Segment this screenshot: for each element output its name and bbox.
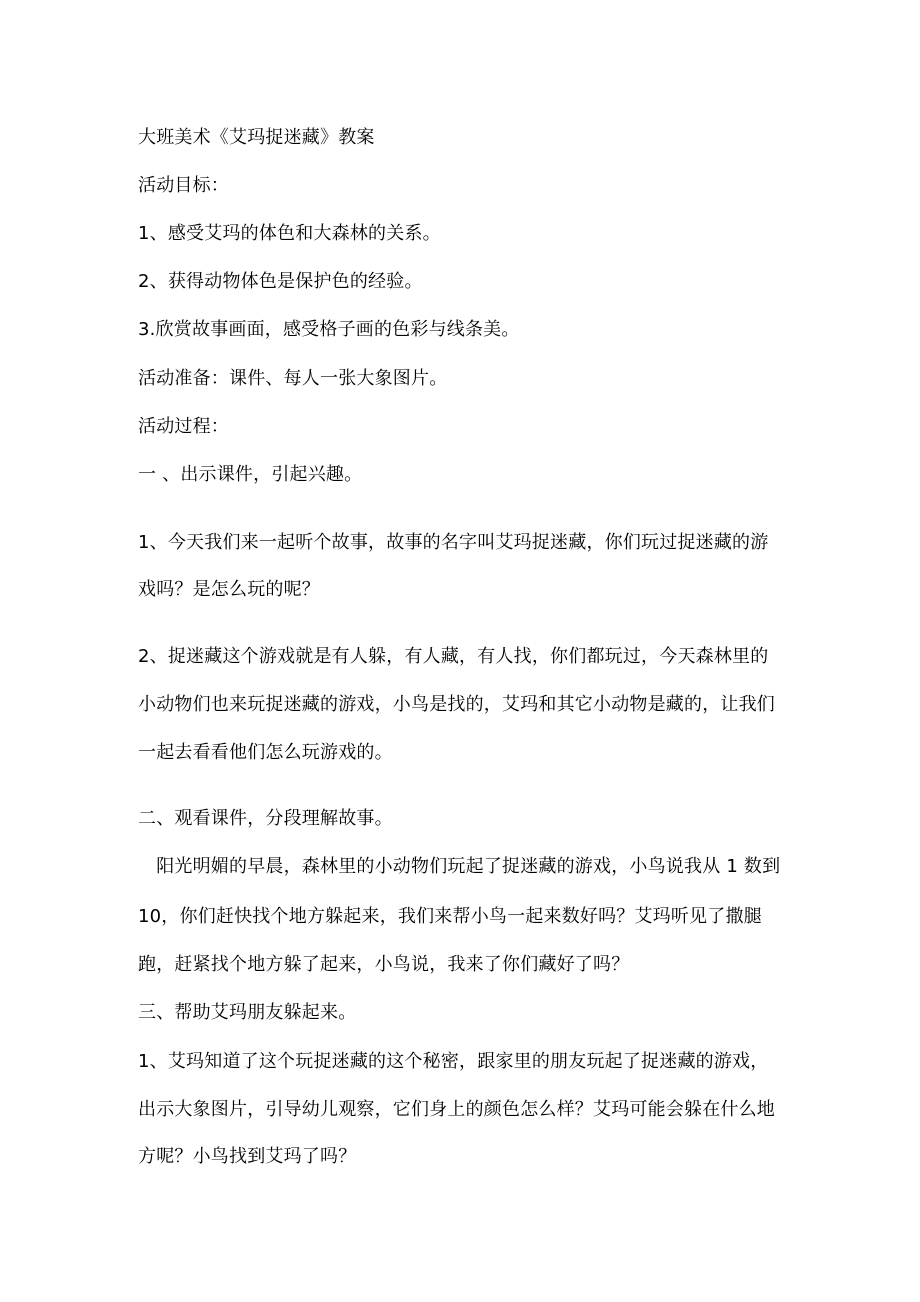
paragraph-line: 10，你们赶快找个地方躲起来，我们来帮小鸟一起来数好吗？艾玛听见了撒腿 <box>138 906 762 927</box>
paragraph-line: 跑，赶紧找个地方躲了起来，小鸟说，我来了你们藏好了吗？ <box>138 954 630 975</box>
section-heading-goals: 活动目标： <box>138 175 229 196</box>
goal-item-3: 3.欣赏故事画面，感受格子画的色彩与线条美。 <box>138 319 520 340</box>
paragraph-line: 一起去看看他们怎么玩游戏的。 <box>138 742 393 763</box>
process-step-2-heading: 二、观看课件，分段理解故事。 <box>138 808 393 829</box>
paragraph-line: 戏吗？是怎么玩的呢？ <box>138 579 320 600</box>
paragraph-line: 出示大象图片，引导幼儿观察，它们身上的颜色怎么样？艾玛可能会躲在什么地 <box>138 1099 775 1120</box>
goal-item-2: 2、获得动物体色是保护色的经验。 <box>138 271 423 292</box>
paragraph-line: 方呢？小鸟找到艾玛了吗？ <box>138 1146 357 1167</box>
paragraph-line: 小动物们也来玩捉迷藏的游戏，小鸟是找的，艾玛和其它小动物是藏的，让我们 <box>138 694 775 715</box>
section-heading-process: 活动过程： <box>138 416 229 437</box>
paragraph-line: 阳光明媚的早晨，森林里的小动物们玩起了捉迷藏的游戏，小鸟说我从 1 数到 <box>138 856 781 877</box>
process-step-1-heading: 一 、出示课件，引起兴趣。 <box>138 464 363 485</box>
paragraph-line: 2、捉迷藏这个游戏就是有人躲，有人藏，有人找，你们都玩过，今天森林里的 <box>138 646 769 667</box>
section-preparation: 活动准备：课件、每人一张大象图片。 <box>138 368 448 389</box>
process-step-3-heading: 三、帮助艾玛朋友躲起来。 <box>138 1002 357 1023</box>
document-title: 大班美术《艾玛捉迷藏》教案 <box>138 127 375 148</box>
goal-item-1: 1、感受艾玛的体色和大森林的关系。 <box>138 223 441 244</box>
paragraph-line: 1、艾玛知道了这个玩捉迷藏的这个秘密，跟家里的朋友玩起了捉迷藏的游戏， <box>138 1051 769 1072</box>
paragraph-line: 1、今天我们来一起听个故事，故事的名字叫艾玛捉迷藏，你们玩过捉迷藏的游 <box>138 532 769 553</box>
